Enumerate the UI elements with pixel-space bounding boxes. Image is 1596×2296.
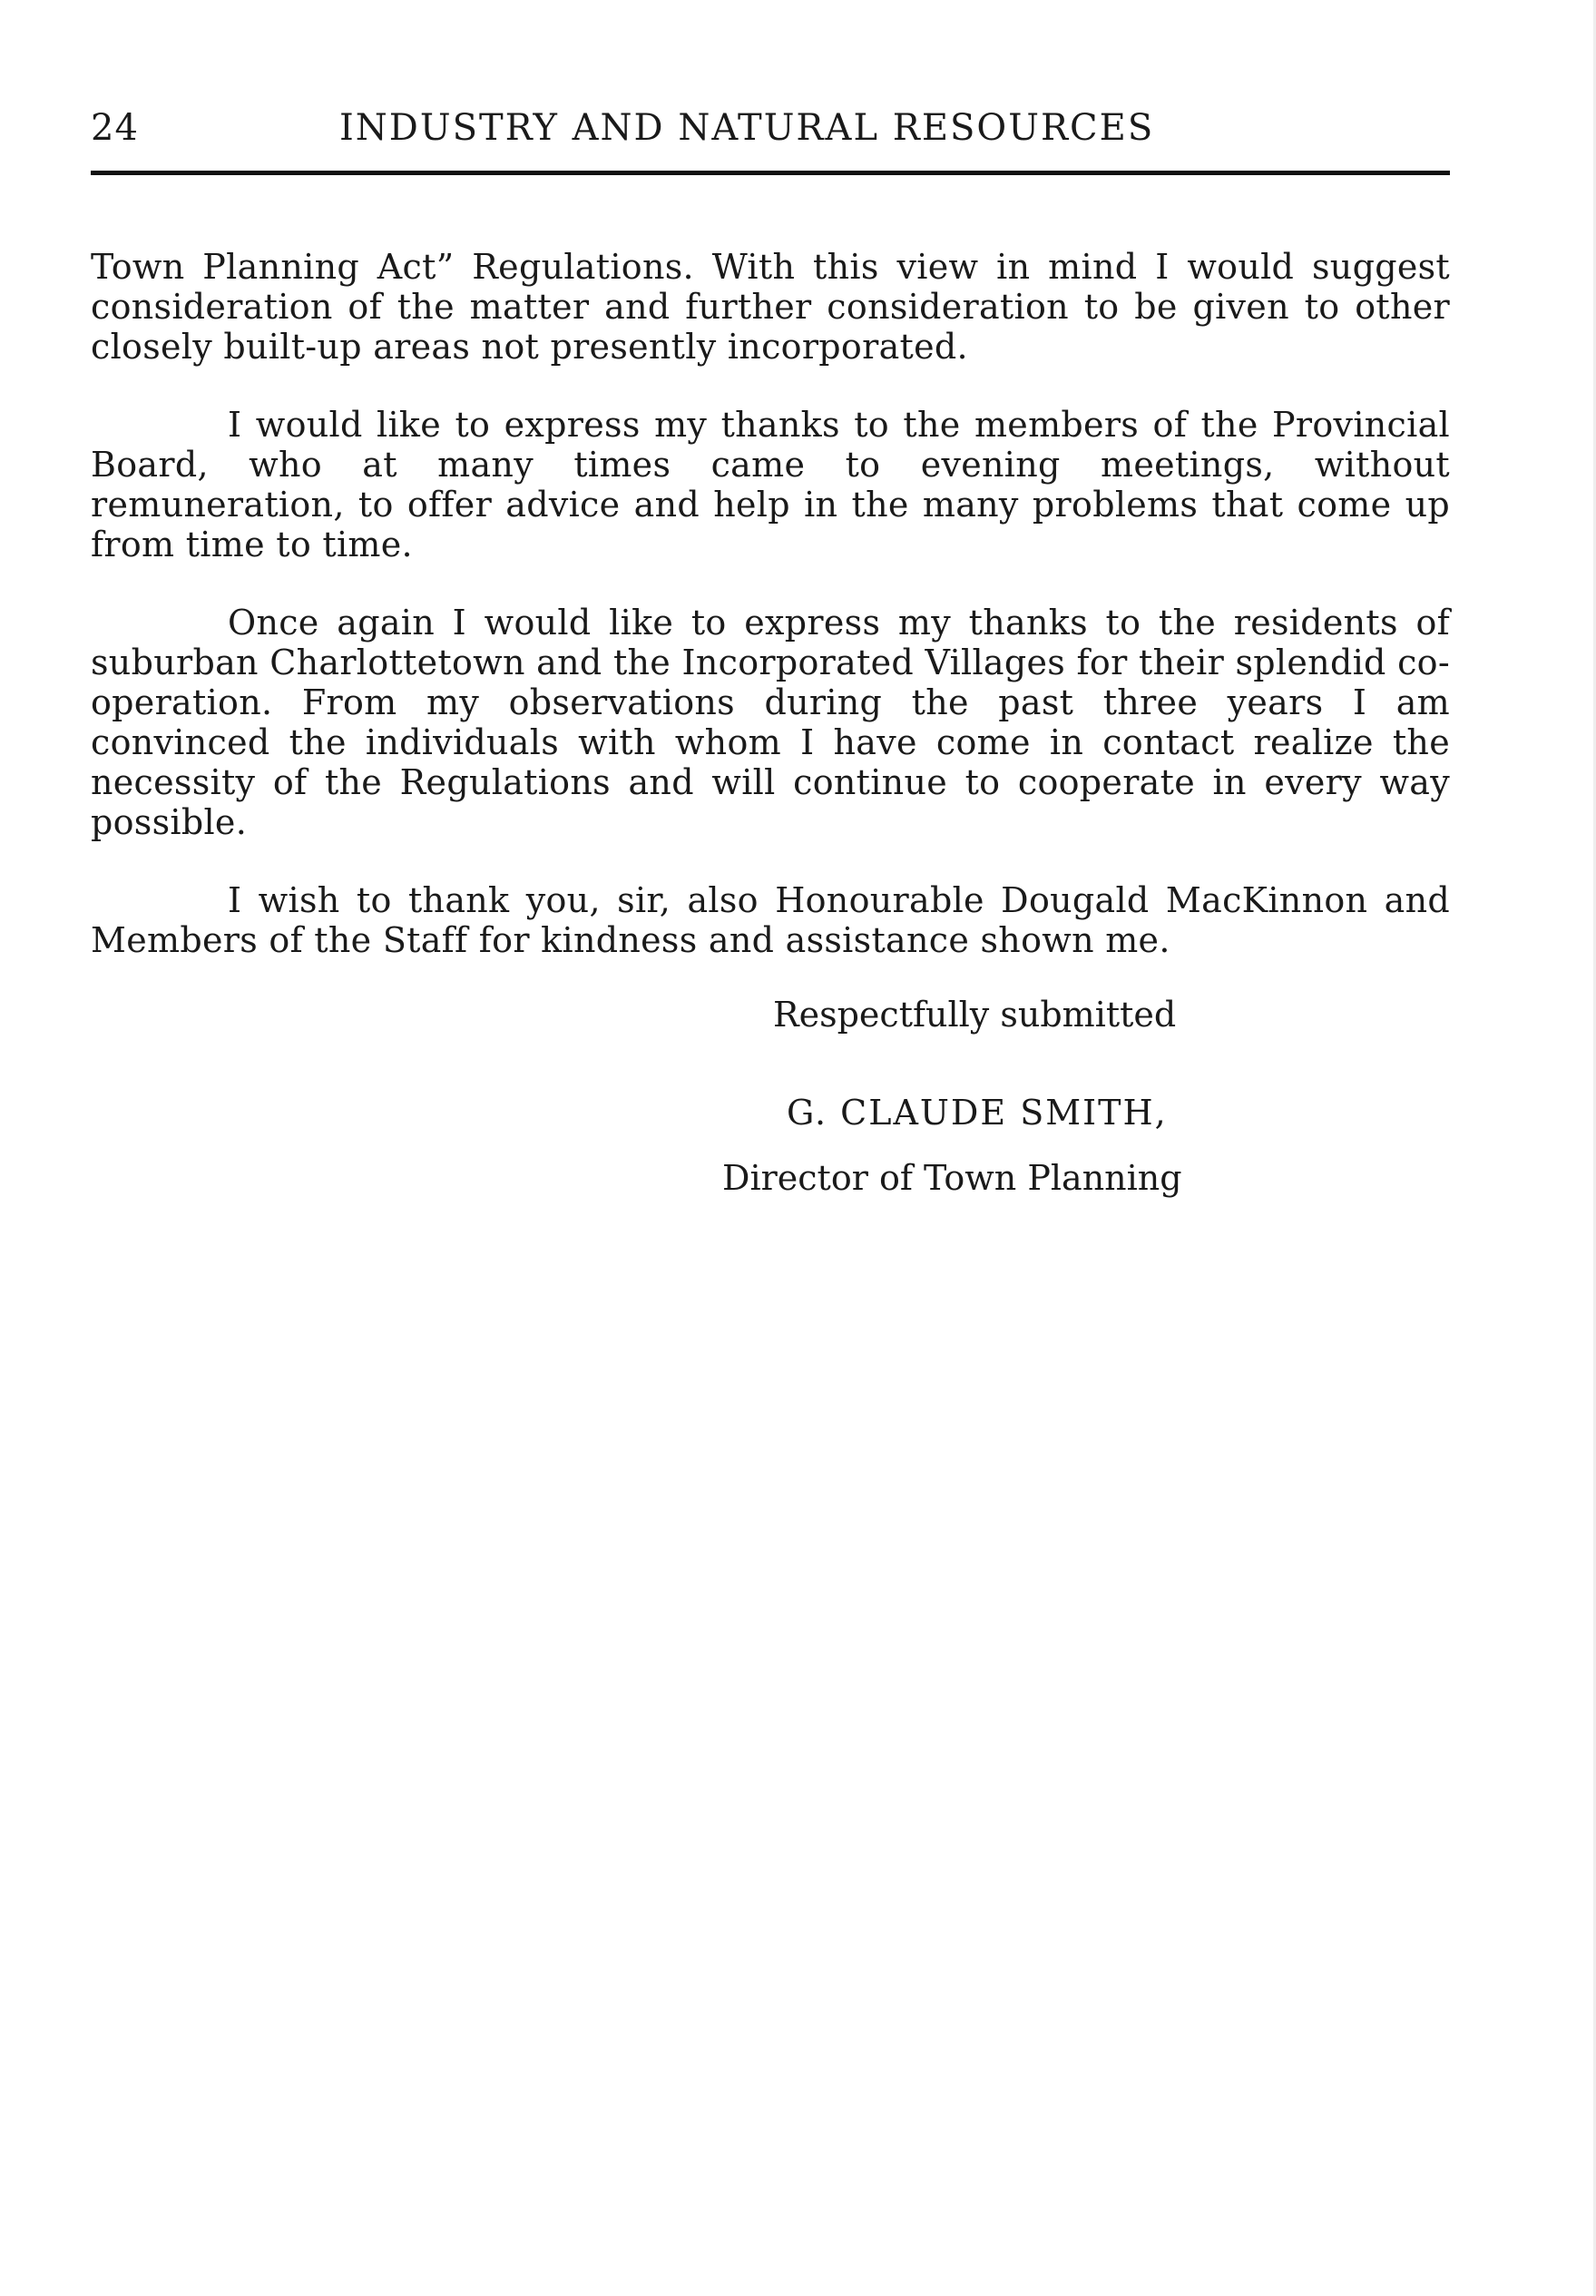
header-rule xyxy=(91,171,1450,175)
signatory-name: G. CLAUDE SMITH, xyxy=(787,1093,1168,1133)
page-number: 24 xyxy=(91,107,139,149)
body-text xyxy=(91,247,1450,998)
paragraph-continued: Town Planning Act” Regulations. With this view in mind I would suggest consideration of the matter and further consideration to be given to other closely built-up areas not presently incorporated. xyxy=(91,247,1450,367)
signatory-title: Director of Town Planning xyxy=(722,1158,1182,1198)
running-title: INDUSTRY AND NATURAL RESOURCES xyxy=(339,107,1155,149)
paragraph-thanks-staff: I wish to thank you, sir, also Honourable Dougald MacKinnon and Members of the Staff for kindness and assistance shown me. xyxy=(91,880,1450,960)
paragraph-thanks-residents: Once again I would like to express my thanks to the residents of suburban Charlottetown and the Incorporated Villages for their splendid co-operation. From my observations during the past three years I am convinced the individuals with whom I have come in contact realize the necessity of the Regulations and will continue to cooperate in every way possible. xyxy=(91,603,1450,842)
running-header xyxy=(91,107,1450,158)
complimentary-close: Respectfully submitted xyxy=(773,995,1177,1035)
paragraph-thanks-board: I would like to express my thanks to the members of the Provincial Board, who at many times came to evening meetings, without remuneration, to offer advice and help in the many problems that come up from time to time. xyxy=(91,405,1450,564)
